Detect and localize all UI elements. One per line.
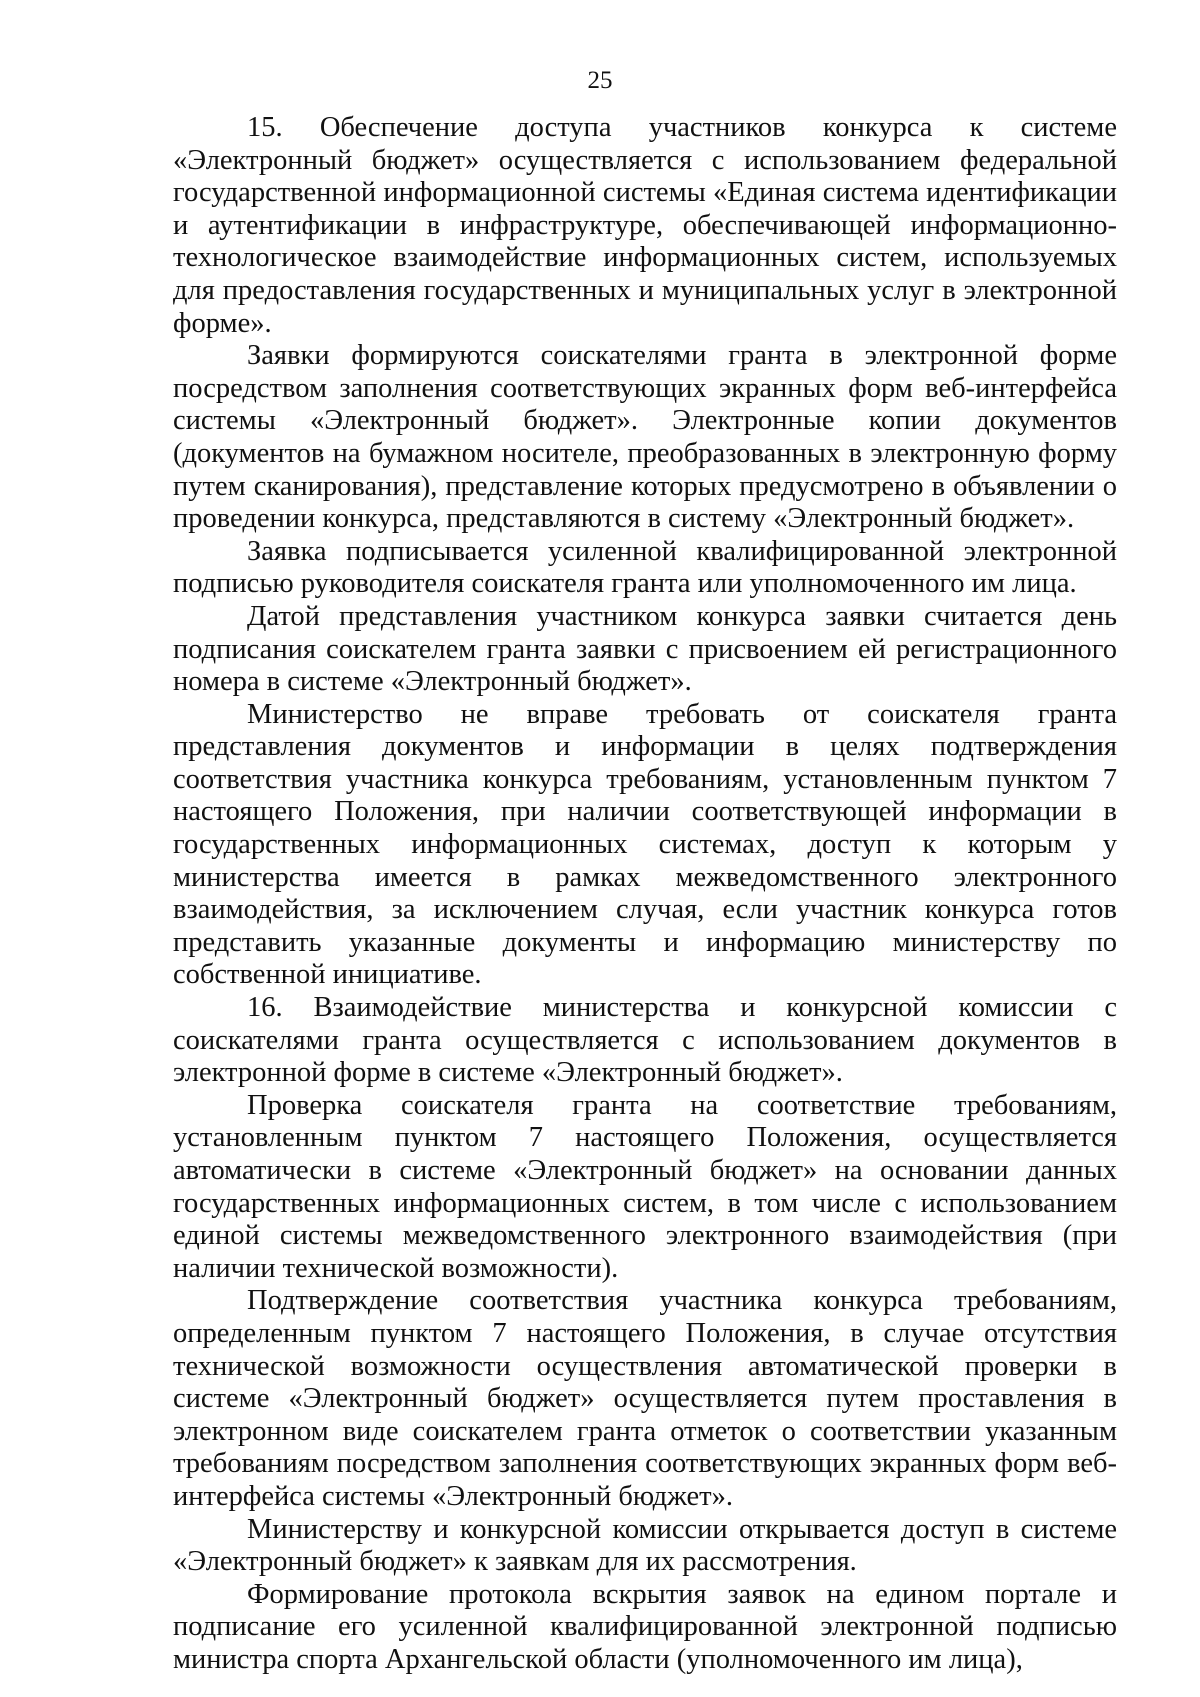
paragraph-application-signed: Заявка подписывается усиленной квалифицированной электронной подписью руководителя соискателя гранта или уполномоченного им лица. xyxy=(173,535,1117,600)
paragraph-applications-formed: Заявки формируются соискателями гранта в электронной форме посредством заполнения соответствующих экранных форм веб-интерфейса системы «Электронный бюджет». Электронные копии документов (документов на бумажном носителе, преобразованных в электронную форму путем сканирования), представление которых предусмотрено в объявлении о проведении конкурса, представляются в систему «Электронный бюджет». xyxy=(173,340,1117,535)
paragraph-15-access: 15. Обеспечение доступа участников конкурса к системе «Электронный бюджет» осуществляется с использованием федеральной государственной информационной системы «Единая система идентификации и аутентификации в инфраструктуре, обеспечивающей информационно-технологическое взаимодействие информационных систем, используемых для предоставления государственных и муниципальных услуг в электронной форме». xyxy=(173,112,1117,339)
paragraph-submission-date: Датой представления участником конкурса заявки считается день подписания соискателем гранта заявки с присвоением ей регистрационного номера в системе «Электронный бюджет». xyxy=(173,600,1117,698)
paragraph-ministry-not-entitled: Министерство не вправе требовать от соискателя гранта представления документов и информации в целях подтверждения соответствия участника конкурса требованиям, установленным пунктом 7 настоящего Положения, при наличии соответствующей информации в государственных информационных системах, доступ к которым у министерства имеется в рамках межведомственного электронного взаимодействия, за исключением случая, если участник конкурса готов представить указанные документы и информацию министерству по собственной инициативе. xyxy=(173,698,1117,991)
paragraph-access-opened: Министерству и конкурсной комиссии открывается доступ в системе «Электронный бюджет» к заявкам для их рассмотрения. xyxy=(173,1513,1117,1578)
page-number: 25 xyxy=(587,67,613,94)
paragraph-automatic-check: Проверка соискателя гранта на соответствие требованиям, установленным пунктом 7 настоящего Положения, осуществляется автоматически в системе «Электронный бюджет» на основании данных государственных информационных систем, в том числе с использованием единой системы межведомственного электронного взаимодействия (при наличии технической возможности). xyxy=(173,1089,1117,1284)
document-body xyxy=(173,112,1117,1677)
paragraph-confirmation: Подтверждение соответствия участника конкурса требованиям, определенным пунктом 7 настоящего Положения, в случае отсутствия технической возможности осуществления автоматической проверки в системе «Электронный бюджет» осуществляется путем проставления в электронном виде соискателем гранта отметок о соответствии указанным требованиям посредством заполнения соответствующих экранных форм веб-интерфейса системы «Электронный бюджет». xyxy=(173,1285,1117,1512)
paragraph-protocol-formation: Формирование протокола вскрытия заявок на едином портале и подписание его усиленной квалифицированной электронной подписью министра спорта Архангельской области (уполномоченного им лица), xyxy=(173,1578,1117,1675)
paragraph-16-interaction: 16. Взаимодействие министерства и конкурсной комиссии с соискателями гранта осуществляется с использованием документов в электронной форме в системе «Электронный бюджет». xyxy=(173,992,1117,1089)
